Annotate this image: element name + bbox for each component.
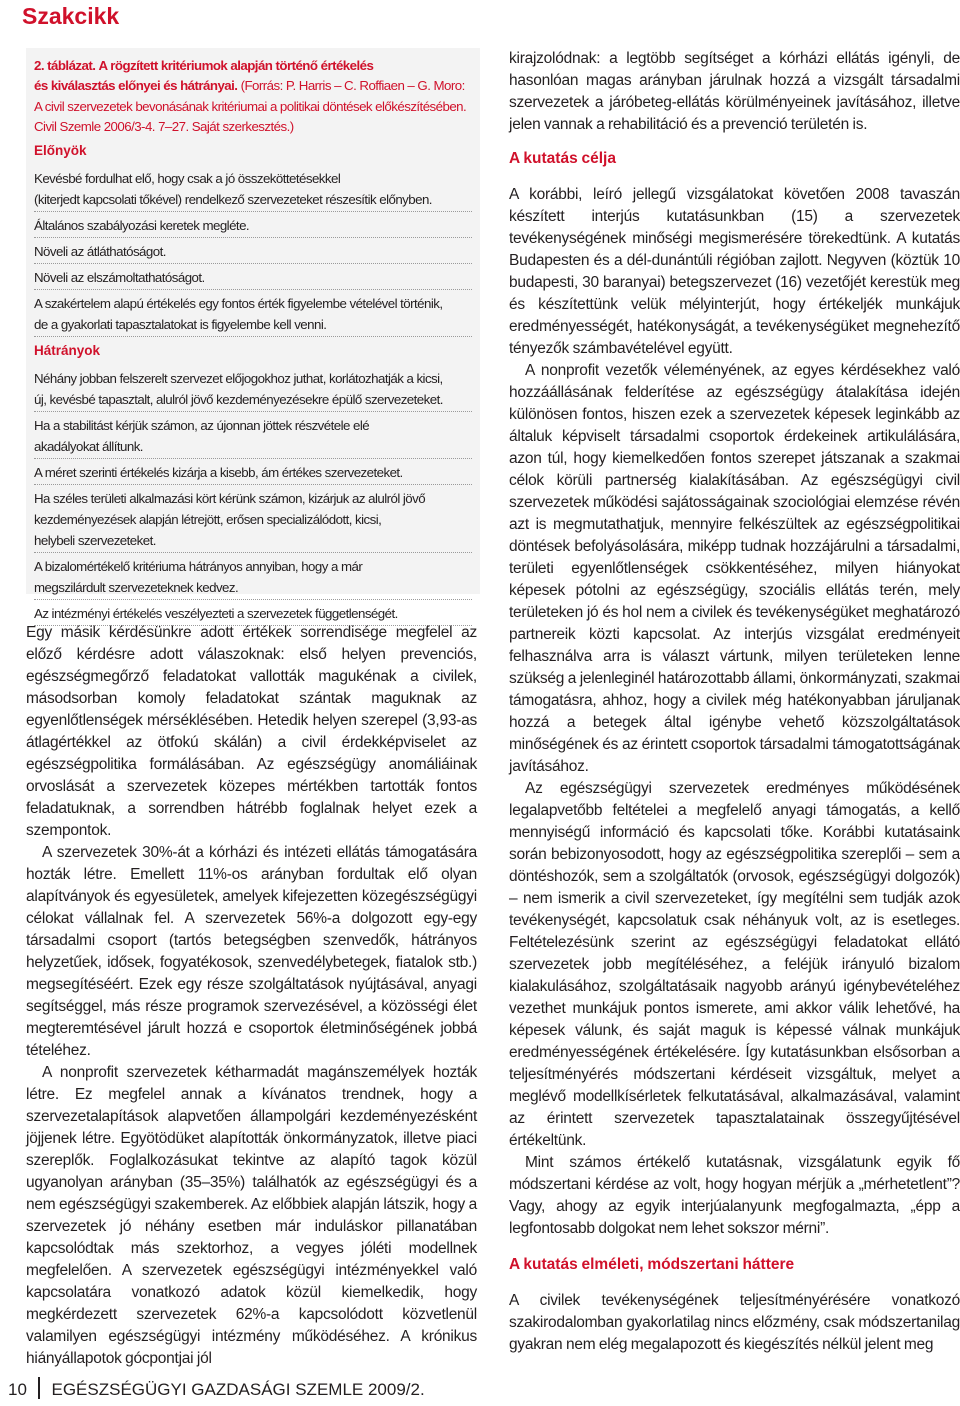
body-paragraph: A szervezetek 30%-át a kórházi és intézeti ellátás támogatására hozták létre. Emellett 11%-os arányban fordultak elő olyan alapítványok és egyesületek, amelyek kifejezetten közegészségügyi célokat vállalnak fel. A szervezetek 56%-a dolgozott egy-egy társadalmi csoport (tartós betegségben szenvedők, hátrányos helyzetűek, idősek, fogyatékosok, szenvedélybetegek, fiatalok stb.) megsegítéséért. Ezek egy része szolgáltatások nyújtásával, anyagi segítséggel, más része programok szervezésével, a közösségi élet megteremtésével járult hozzá e csoportok életminőségének jobbá tételéhez. [26,844,477,1059]
body-paragraph: kirajzolódnak: a legtöbb segítséget a kórházi ellátás igényli, de hasonlóan magas arányban járulnak hozzá a vizsgált társadalmi szervezetek a járóbeteg-ellátás körülményeinek javításához, illetve jelen vannak a rehabilitáció és a prevenció területén is. [509,50,960,133]
table-row-line: kezdeményezések alapján létrejött, erősen specializálódott, kicsi, [34,512,382,528]
table-row [34,165,472,212]
table-caption [34,56,480,137]
right-column [509,48,960,1356]
table-row-line: Általános szabályozási keretek megléte. [34,218,250,234]
table-row-line: Kevésbé fordulhat elő, hogy csak a jó összeköttetésekkel [34,171,341,187]
table-row [34,365,472,412]
table-row [34,264,472,290]
advantages-heading: Előnyök [34,143,87,159]
footer-divider [38,1377,40,1399]
table-row [34,290,472,337]
table-row-line: megszilárdult szervezeteknek kedvez. [34,580,239,596]
table-row [34,553,472,600]
body-paragraph: A nonprofit vezetők véleményének, az egyes kérdésekhez való hozzáállásának felderítése az egészségügy átalakítása idején különösen fontos, hiszen ezek a szervezetek képesek leginkább az általuk képviselt társadalmi csoportok érdekeinek artikulálására, azon túl, hogy kiemelkedően fontos szerepet játszanak a szakmai célok körüli partnerség kialakításában. Az egészségügyi civil szervezetek működési sajátosságainak szociológiai elemzése révén azt is megmutathatjuk, mennyire felkészültek az egészségpolitikai döntések befolyásolására, miképp tudnak hozzájárulni a társadalmi, területi egyenlőtlenségek csökkentéséhez, milyen hiányokat képesek pótolni az egészségügy, szociális ellátás terén, mely területeken jó és hol nem a civilek és tevékenységüket meghatározó partnereik közti kapcsolat. Az interjús vizsgálat eredményeit felhasználva arra is választ vártunk, milyen területeken lenne szükség a jelenleginél határozottabb állami, önkormányzati, szakmai támogatásra, ahhoz, hogy a civilek még hatékonyabban járuljanak hozzá a betegek által igénybe vehető közszolgáltatások minőségének és az érintett csoportok társadalmi támogatottságának javításához. [509,362,960,775]
table-row-line: de a gyakorlati tapasztalatokat is figyelembe kell venni. [34,317,327,333]
table-title-line2: és kiválasztás előnyei és hátrányai. [34,78,238,94]
journal-title: EGÉSZSÉGÜGYI GAZDASÁGI SZEMLE 2009/2. [51,1380,425,1399]
body-paragraph: A civilek tevékenységének teljesítményérésére vonatkozó szakirodalomban gyakorlatilag nincs előzmény, csak módszertanilag gyakran nem elég megalapozott és kiegészítés nélkül jelent meg [509,1292,960,1353]
table-row-line: Ha széles területi alkalmazási kört kérünk számon, kizárjuk az alulról jövő [34,491,426,507]
heading-research-aim: A kutatás célja [509,150,616,167]
table-row [34,238,472,264]
table-row-line: akadályokat állítunk. [34,439,143,455]
section-title: Szakcikk [22,3,120,29]
body-paragraph: Mint számos értékelő kutatásnak, vizsgálatunk egyik fő módszertani kérdése az volt, hogy hogyan mérjük a „mérhetetlent”? Vagy, ahogy az egyik interjúalanyunk megfogalmazta, „épp a legfontosabb dolgokat nem lehet sokszor mérni”. [509,1154,960,1237]
body-paragraph: Egy másik kérdésünkre adott értékek sorrendisége megfelel az előző kérdésre adott válaszoknak: első helyen prevenciós, egészségmegőrző feladatokat vallották magukénak a civilek, másodsorban komoly feladatokat szántak maguknak az egyenlőtlenségek mérséklésében. Hetedik helyen szerepel (3,93-as átlagértékkel az ötfokú skálán) a civil érdekképviselet az egészségpolitika formálásában. Az egészségügy anomáliáinak orvoslását a szervezetek közepes mértékben tartották fontos feladatuknak, a sorrendben hátrébb foglalnak helyet ezek a szempontok. [26,624,477,839]
table-row [34,212,472,238]
table-source-line3: A civil szervezetek bevonásának kritériumai a politikai döntések előkészítésében. [34,98,467,114]
table-row [34,412,472,459]
body-paragraph: A korábbi, leíró jellegű vizsgálatokat követően 2008 tavaszán készített interjús kutatásunkban (15) a szervezetek tevékenységének minőségi megismerésére törekedtünk. A kutatás Budapesten és a dél-dunántúli régióban zajlott. Negyven (köztük 10 budapesti, 30 baranyai) betegszervezet (16) vezetőjét kerestük meg és készítettünk velük mélyinterjút, hogy értékeljék munkájuk eredményességét, hatékonyságát, a tevékenységüket megnehezítő tényezők számbavételével együtt. [509,186,960,357]
left-column [26,622,477,1370]
table-row-line: A méret szerinti értékelés kizárja a kisebb, ám értékes szervezeteket. [34,465,403,481]
table-row-line: helybeli szervezeteket. [34,533,156,549]
table-row-line: Az intézményi értékelés veszélyezteti a szervezetek függetlenségét. [34,606,398,622]
body-paragraph: A nonprofit szervezetek kétharmadát magánszemélyek hozták létre. Ez megfelel annak a kívánatos trendnek, hogy a szervezetalapítások alapvetően állampolgári kezdeményezésként jöjjenek létre. Egyötödüket alapították önkormányzatok, illetve piaci szereplők. Foglalkozásukat tekintve az alapító tagok közül ugyanolyan arányban (35–35%) találhatók az egészségügyi és a nem egészségügyi szakemberek. Az előbbiek alapján látszik, hogy a szervezetek jó néhány esetben már induláskor pillanatában kapcsolódtak más szektorhoz, a vegyes jóléti modellnek megfelelően. A szervezetek egészségügyi intézményekkel való kapcsolatára vonatkozó adatok közül kiemelkedik, hogy megkérdezett szervezetek 62%-a kapcsolódott közvetlenül valamilyen egészségügyi intézmény működéséhez. A krónikus hiányállapotok gócpontjai jól [26,1064,477,1367]
page-footer [8,1376,508,1406]
table-row-line: Ha a stabilitást kérjük számon, az újonnan jöttek részvétele elé [34,418,370,434]
table-row-line: A szakértelem alapú értékelés egy fontos érték figyelembe vételével történik, [34,296,443,312]
body-paragraph: Az egészségügyi szervezetek eredményes működésének legalapvetőbb feltételei a megfelelő anyagi támogatás, a kellő mennyiségű információ és kapcsolati tőke. Korábbi kutatásaink során bebizonyosodott, hogy az egészségpolitika szereplői – sem a döntéshozók, sem a szolgáltatók (orvosok, egészségügyi dolgozók) – nem ismerik a civil szervezeteket, így megítélni sem tudják azok tevékenységét, kapcsolatuk csak néhányuk volt, az is esetleges. Feltételezésünk szerint az egészségügyi feladatokat ellátó szervezetek jobb megítéléséhez, a feléjük irányuló bizalom kialakulásához, szolgáltatásaik nagyobb arányú igénybevételéhez vezethet munkájuk pontos ismerete, ami akkor válik lehetővé, ha képesek válunk, és saját maguk is képessé válnak munkájuk eredményességének értékelésére. Így kutatásunkban elsősorban a teljesítményérés módszertani kérdéseit vizsgáltuk, melyet a meglévő modellkísérletek felkutatásával, alkalmazásával, valamint az érintett szervezetek tapasztalatainak összegyűjtésével értékeltünk. [509,780,960,1149]
table-row [34,485,472,553]
table-number: 2. táblázat. [34,58,96,73]
table-row-line: Növeli az átláthatóságot. [34,244,166,260]
page-number: 10 [8,1380,27,1399]
disadvantages-list [26,365,480,626]
table-source-line2: (Forrás: P. Harris – C. Roffiaen – G. Moro: [240,78,465,94]
table-row-line: (kiterjedt kapcsolati tőkével) rendelkező szervezeteket részesítik előnyben. [34,192,432,208]
heading-theory-background: A kutatás elméleti, módszertani háttere [509,1256,795,1273]
table-title-line1: A rögzített kritériumok alapján történő értékelés [98,58,374,73]
comparison-table [26,48,480,622]
table-row [34,459,472,485]
table-source-line4: Civil Szemle 2006/3-4. 7–27. Saját szerkesztés.) [34,118,294,134]
table-row-line: Néhány jobban felszerelt szervezet előjogokhoz juthat, korlátozhatják a kicsi, [34,371,443,387]
table-row-line: Növeli az elszámoltathatóságot. [34,270,205,286]
table-row-line: új, kevésbé tapasztalt, alulról jövő kezdeményezésekre épülő szervezeteket. [34,392,443,408]
disadvantages-heading: Hátrányok [34,343,101,359]
table-row-line: A bizalomértékelő kritériuma hátrányos annyiban, hogy a már [34,559,363,575]
advantages-list [26,165,480,337]
